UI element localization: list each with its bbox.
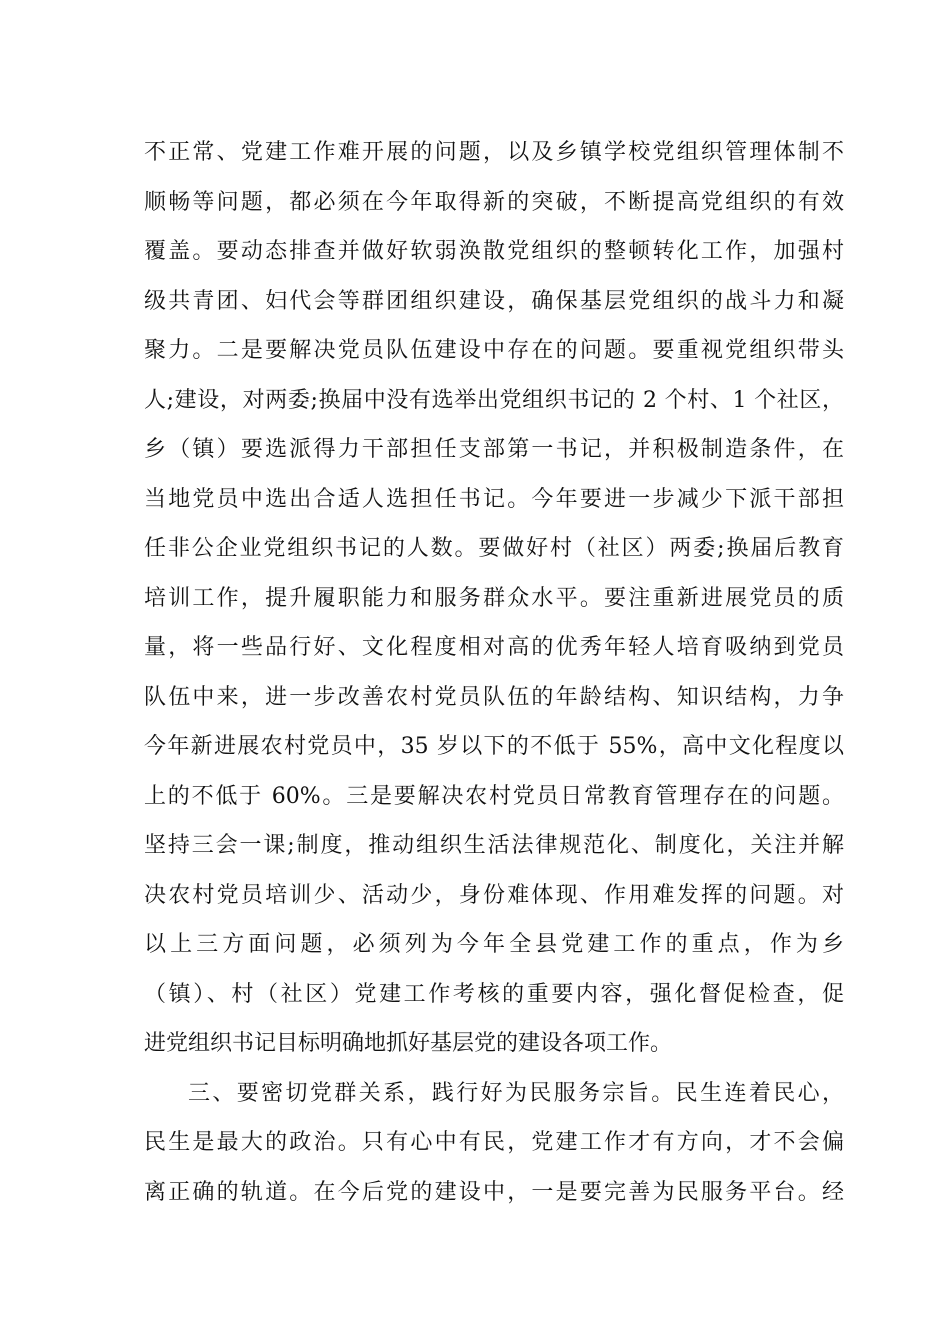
text-line: 上的不低于 60%。三是要解决农村党员日常教育管理存在的问题。 (144, 783, 844, 809)
text-line: 今年新进展农村党员中，35 岁以下的不低于 55%，高中文化程度以 (144, 734, 844, 759)
text-line: 人;建设，对两委;换届中没有选举出党组织书记的 2 个村、1 个社区， (144, 387, 844, 413)
text-line: 坚持三会一课;制度，推动组织生活法律规范化、制度化，关注并解 (144, 833, 844, 858)
text-line: 以上三方面问题，必须列为今年全县党建工作的重点，作为乡 (144, 932, 844, 957)
text-line: 量，将一些品行好、文化程度相对高的优秀年轻人培育吸纳到党员 (144, 635, 844, 660)
text-line: 覆盖。要动态排查并做好软弱涣散党组织的整顿转化工作，加强村 (144, 239, 844, 264)
text-line: 顺畅等问题，都必须在今年取得新的突破，不断提高党组织的有效 (144, 189, 844, 215)
text-line: （镇）、村（社区）党建工作考核的重要内容，强化督促检查，促 (144, 981, 844, 1007)
text-line: 培训工作，提升履职能力和服务群众水平。要注重新进展党员的质 (144, 585, 844, 611)
body-text (144, 128, 844, 1217)
text-line: 不正常、党建工作难开展的问题，以及乡镇学校党组织管理体制不 (144, 140, 844, 165)
paragraph-first-line: 三、要密切党群关系，践行好为民服务宗旨。民生连着民心， (188, 1080, 844, 1106)
paragraph-last-line: 进党组织书记目标明确地抓好基层党的建设各项工作。 (144, 1031, 673, 1056)
text-line: 队伍中来，进一步改善农村党员队伍的年龄结构、知识结构，力争 (144, 684, 844, 710)
text-line: 决农村党员培训少、活动少，身份难体现、作用难发挥的问题。对 (144, 882, 844, 908)
text-line: 当地党员中选出合适人选担任书记。今年要进一步减少下派干部担 (144, 486, 844, 512)
text-line: 乡（镇）要选派得力干部担任支部第一书记，并积极制造条件，在 (144, 437, 844, 462)
text-line: 聚力。二是要解决党员队伍建设中存在的问题。要重视党组织带头 (144, 338, 844, 363)
text-line: 级共青团、妇代会等群团组织建设，确保基层党组织的战斗力和凝 (144, 288, 844, 314)
text-line: 任非公企业党组织书记的人数。要做好村（社区）两委;换届后教育 (144, 536, 844, 561)
text-line: 离正确的轨道。在今后党的建设中，一是要完善为民服务平台。经 (144, 1179, 844, 1205)
text-line: 民生是最大的政治。只有心中有民，党建工作才有方向，才不会偏 (144, 1130, 844, 1155)
